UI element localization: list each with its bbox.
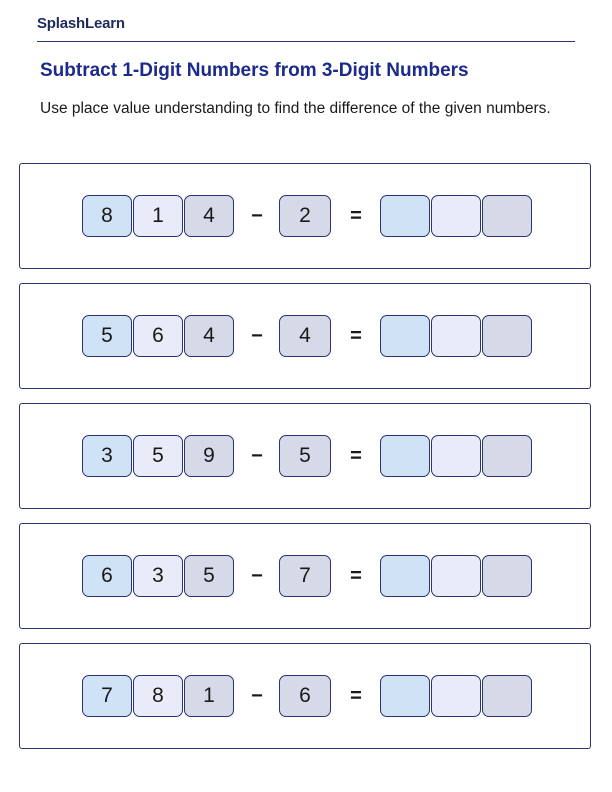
subtrahend-digit: 5 (279, 435, 331, 477)
hundreds-digit: 5 (82, 315, 132, 357)
answer-tens-box[interactable] (431, 555, 481, 597)
equals-sign: = (350, 444, 362, 467)
answer-place-value-boxes (380, 315, 533, 357)
worksheet-instructions: Use place value understanding to find the difference of the given numbers. (40, 100, 551, 117)
hundreds-digit: 8 (82, 195, 132, 237)
minus-sign: − (251, 684, 263, 707)
equals-sign: = (350, 324, 362, 347)
answer-ones-box[interactable] (482, 315, 532, 357)
answer-place-value-boxes (380, 675, 533, 717)
tens-digit: 3 (133, 555, 183, 597)
minuend-place-value-boxes (82, 675, 235, 717)
answer-ones-box[interactable] (482, 195, 532, 237)
ones-digit: 1 (184, 675, 234, 717)
ones-digit: 5 (184, 555, 234, 597)
subtrahend-digit: 6 (279, 675, 331, 717)
ones-digit: 9 (184, 435, 234, 477)
worksheet-title: Subtract 1-Digit Numbers from 3-Digit Numbers (40, 60, 469, 81)
answer-hundreds-box[interactable] (380, 435, 430, 477)
answer-hundreds-box[interactable] (380, 555, 430, 597)
tens-digit: 6 (133, 315, 183, 357)
ones-digit: 4 (184, 315, 234, 357)
answer-place-value-boxes (380, 195, 533, 237)
answer-ones-box[interactable] (482, 435, 532, 477)
problem-card-3 (19, 403, 591, 509)
tens-digit: 5 (133, 435, 183, 477)
answer-tens-box[interactable] (431, 315, 481, 357)
equals-sign: = (350, 684, 362, 707)
subtrahend-digit: 4 (279, 315, 331, 357)
problem-row (82, 313, 533, 359)
subtrahend-digit: 7 (279, 555, 331, 597)
minuend-place-value-boxes (82, 315, 235, 357)
problem-row (82, 553, 533, 599)
minuend-place-value-boxes (82, 195, 235, 237)
problem-card-5 (19, 643, 591, 749)
answer-place-value-boxes (380, 555, 533, 597)
splashlearn-logo: SplashLearn (37, 15, 125, 32)
header-divider (37, 41, 575, 42)
minus-sign: − (251, 324, 263, 347)
problem-row (82, 433, 533, 479)
answer-hundreds-box[interactable] (380, 195, 430, 237)
answer-hundreds-box[interactable] (380, 315, 430, 357)
answer-place-value-boxes (380, 435, 533, 477)
hundreds-digit: 7 (82, 675, 132, 717)
answer-tens-box[interactable] (431, 675, 481, 717)
problem-card-2 (19, 283, 591, 389)
ones-digit: 4 (184, 195, 234, 237)
minus-sign: − (251, 204, 263, 227)
problem-list (19, 163, 593, 763)
hundreds-digit: 6 (82, 555, 132, 597)
problem-card-1 (19, 163, 591, 269)
problem-row (82, 673, 533, 719)
answer-ones-box[interactable] (482, 555, 532, 597)
minuend-place-value-boxes (82, 435, 235, 477)
minuend-place-value-boxes (82, 555, 235, 597)
minus-sign: − (251, 564, 263, 587)
answer-hundreds-box[interactable] (380, 675, 430, 717)
minus-sign: − (251, 444, 263, 467)
hundreds-digit: 3 (82, 435, 132, 477)
tens-digit: 8 (133, 675, 183, 717)
problem-card-4 (19, 523, 591, 629)
tens-digit: 1 (133, 195, 183, 237)
answer-tens-box[interactable] (431, 435, 481, 477)
answer-ones-box[interactable] (482, 675, 532, 717)
equals-sign: = (350, 564, 362, 587)
answer-tens-box[interactable] (431, 195, 481, 237)
problem-row (82, 193, 533, 239)
subtrahend-digit: 2 (279, 195, 331, 237)
equals-sign: = (350, 204, 362, 227)
